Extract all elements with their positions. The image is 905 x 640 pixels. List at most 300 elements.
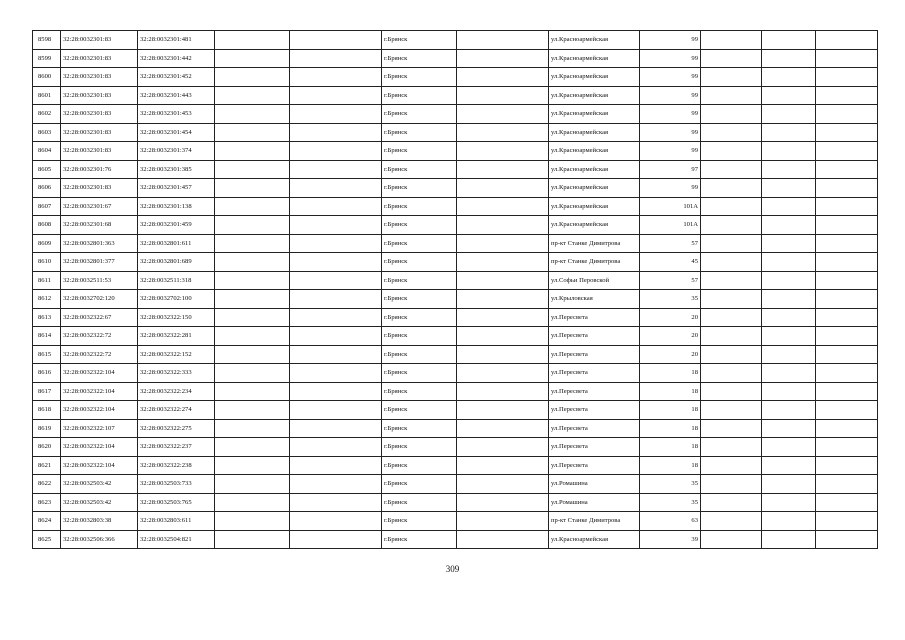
empty-cell [816, 271, 878, 290]
empty-cell [762, 197, 816, 216]
parcel-cadastral-cell: 32:28:0032301:83 [61, 142, 138, 161]
object-cadastral-cell: 32:28:0032301:457 [138, 179, 215, 198]
parcel-cadastral-cell: 32:28:0032322:104 [61, 364, 138, 383]
city-cell: г.Брянск [382, 456, 457, 475]
object-cadastral-cell: 32:28:0032801:611 [138, 234, 215, 253]
city-cell: г.Брянск [382, 86, 457, 105]
empty-cell [701, 105, 762, 124]
object-cadastral-cell: 32:28:0032301:454 [138, 123, 215, 142]
house-number-cell: 99 [640, 123, 701, 142]
city-cell: г.Брянск [382, 493, 457, 512]
table-row [33, 530, 878, 549]
object-cadastral-cell: 32:28:0032322:333 [138, 364, 215, 383]
empty-cell [762, 382, 816, 401]
house-number-cell: 35 [640, 475, 701, 494]
empty-cell [701, 364, 762, 383]
row-number-cell: 8619 [33, 419, 61, 438]
city-cell: г.Брянск [382, 475, 457, 494]
empty-cell [701, 216, 762, 235]
empty-cell [816, 401, 878, 420]
empty-cell [816, 493, 878, 512]
city-cell: г.Брянск [382, 345, 457, 364]
object-cadastral-cell: 32:28:0032322:152 [138, 345, 215, 364]
empty-cell [762, 419, 816, 438]
empty-cell [762, 142, 816, 161]
empty-cell [701, 290, 762, 309]
empty-cell [762, 68, 816, 87]
house-number-cell: 35 [640, 290, 701, 309]
row-number-cell: 8625 [33, 530, 61, 549]
house-number-cell: 18 [640, 382, 701, 401]
empty-cell [215, 142, 290, 161]
empty-cell [701, 308, 762, 327]
empty-cell [816, 475, 878, 494]
empty-cell [701, 234, 762, 253]
parcel-cadastral-cell: 32:28:0032322:104 [61, 382, 138, 401]
table-row [33, 290, 878, 309]
table-row [33, 456, 878, 475]
empty-cell [816, 86, 878, 105]
table-row [33, 86, 878, 105]
city-cell: г.Брянск [382, 382, 457, 401]
empty-cell [701, 31, 762, 50]
house-number-cell: 101А [640, 197, 701, 216]
page-number: 309 [445, 564, 460, 574]
empty-cell [762, 456, 816, 475]
empty-cell [762, 493, 816, 512]
empty-cell [215, 290, 290, 309]
house-number-cell: 18 [640, 438, 701, 457]
row-number-cell: 8605 [33, 160, 61, 179]
empty-cell [816, 382, 878, 401]
empty-cell [762, 327, 816, 346]
empty-cell [290, 475, 382, 494]
house-number-cell: 20 [640, 308, 701, 327]
empty-cell [457, 160, 549, 179]
empty-cell [762, 49, 816, 68]
empty-cell [457, 123, 549, 142]
empty-cell [762, 512, 816, 531]
object-cadastral-cell: 32:28:0032301:385 [138, 160, 215, 179]
object-cadastral-cell: 32:28:0032322:234 [138, 382, 215, 401]
parcel-cadastral-cell: 32:28:0032301:68 [61, 216, 138, 235]
empty-cell [215, 105, 290, 124]
empty-cell [701, 327, 762, 346]
empty-cell [816, 364, 878, 383]
empty-cell [215, 493, 290, 512]
house-number-cell: 45 [640, 253, 701, 272]
empty-cell [215, 364, 290, 383]
empty-cell [816, 216, 878, 235]
empty-cell [290, 271, 382, 290]
parcel-cadastral-cell: 32:28:0032301:83 [61, 179, 138, 198]
empty-cell [290, 364, 382, 383]
table-row [33, 197, 878, 216]
row-number-cell: 8610 [33, 253, 61, 272]
parcel-cadastral-cell: 32:28:0032503:42 [61, 493, 138, 512]
empty-cell [701, 68, 762, 87]
empty-cell [762, 271, 816, 290]
row-number-cell: 8599 [33, 49, 61, 68]
object-cadastral-cell: 32:28:0032301:459 [138, 216, 215, 235]
row-number-cell: 8613 [33, 308, 61, 327]
empty-cell [457, 345, 549, 364]
parcel-cadastral-cell: 32:28:0032301:83 [61, 86, 138, 105]
object-cadastral-cell: 32:28:0032322:274 [138, 401, 215, 420]
object-cadastral-cell: 32:28:0032511:318 [138, 271, 215, 290]
empty-cell [215, 308, 290, 327]
empty-cell [457, 512, 549, 531]
empty-cell [762, 105, 816, 124]
house-number-cell: 99 [640, 142, 701, 161]
empty-cell [215, 456, 290, 475]
empty-cell [816, 456, 878, 475]
parcel-cadastral-cell: 32:28:0032322:107 [61, 419, 138, 438]
house-number-cell: 57 [640, 271, 701, 290]
empty-cell [701, 271, 762, 290]
empty-cell [701, 475, 762, 494]
row-number-cell: 8612 [33, 290, 61, 309]
table-row [33, 327, 878, 346]
empty-cell [290, 493, 382, 512]
empty-cell [762, 253, 816, 272]
empty-cell [701, 345, 762, 364]
city-cell: г.Брянск [382, 68, 457, 87]
empty-cell [457, 456, 549, 475]
row-number-cell: 8615 [33, 345, 61, 364]
house-number-cell: 63 [640, 512, 701, 531]
empty-cell [457, 401, 549, 420]
empty-cell [457, 308, 549, 327]
parcel-cadastral-cell: 32:28:0032702:120 [61, 290, 138, 309]
empty-cell [816, 327, 878, 346]
empty-cell [701, 49, 762, 68]
empty-cell [215, 419, 290, 438]
empty-cell [816, 438, 878, 457]
parcel-cadastral-cell: 32:28:0032322:104 [61, 401, 138, 420]
city-cell: г.Брянск [382, 512, 457, 531]
empty-cell [762, 345, 816, 364]
street-cell: пр-кт Станке Димитрова [549, 253, 640, 272]
empty-cell [457, 419, 549, 438]
empty-cell [816, 179, 878, 198]
street-cell: ул.Красноармейская [549, 142, 640, 161]
street-cell: ул.Красноармейская [549, 31, 640, 50]
row-number-cell: 8607 [33, 197, 61, 216]
empty-cell [215, 401, 290, 420]
empty-cell [290, 327, 382, 346]
house-number-cell: 20 [640, 345, 701, 364]
city-cell: г.Брянск [382, 216, 457, 235]
street-cell: ул.Красноармейская [549, 160, 640, 179]
empty-cell [701, 493, 762, 512]
object-cadastral-cell: 32:28:0032801:689 [138, 253, 215, 272]
empty-cell [762, 31, 816, 50]
object-cadastral-cell: 32:28:0032322:237 [138, 438, 215, 457]
object-cadastral-cell: 32:28:0032301:374 [138, 142, 215, 161]
empty-cell [816, 234, 878, 253]
city-cell: г.Брянск [382, 160, 457, 179]
empty-cell [290, 345, 382, 364]
empty-cell [457, 86, 549, 105]
street-cell: ул.Ромашина [549, 475, 640, 494]
table-row [33, 308, 878, 327]
house-number-cell: 20 [640, 327, 701, 346]
registry-table [32, 30, 878, 549]
empty-cell [762, 530, 816, 549]
city-cell: г.Брянск [382, 49, 457, 68]
empty-cell [816, 345, 878, 364]
empty-cell [215, 438, 290, 457]
street-cell: ул.Красноармейская [549, 49, 640, 68]
table-row [33, 512, 878, 531]
house-number-cell: 57 [640, 234, 701, 253]
empty-cell [816, 419, 878, 438]
parcel-cadastral-cell: 32:28:0032506:366 [61, 530, 138, 549]
row-number-cell: 8622 [33, 475, 61, 494]
row-number-cell: 8600 [33, 68, 61, 87]
parcel-cadastral-cell: 32:28:0032511:53 [61, 271, 138, 290]
empty-cell [290, 308, 382, 327]
parcel-cadastral-cell: 32:28:0032301:83 [61, 49, 138, 68]
empty-cell [816, 105, 878, 124]
empty-cell [701, 438, 762, 457]
empty-cell [215, 31, 290, 50]
empty-cell [816, 253, 878, 272]
house-number-cell: 18 [640, 364, 701, 383]
empty-cell [290, 290, 382, 309]
parcel-cadastral-cell: 32:28:0032301:83 [61, 68, 138, 87]
empty-cell [701, 160, 762, 179]
empty-cell [215, 216, 290, 235]
row-number-cell: 8609 [33, 234, 61, 253]
street-cell: пр-кт Станке Димитрова [549, 512, 640, 531]
house-number-cell: 39 [640, 530, 701, 549]
row-number-cell: 8606 [33, 179, 61, 198]
object-cadastral-cell: 32:28:0032301:138 [138, 197, 215, 216]
empty-cell [701, 197, 762, 216]
empty-cell [816, 142, 878, 161]
street-cell: ул.Крыловская [549, 290, 640, 309]
table-row [33, 160, 878, 179]
empty-cell [701, 456, 762, 475]
empty-cell [816, 31, 878, 50]
empty-cell [290, 105, 382, 124]
object-cadastral-cell: 32:28:0032301:453 [138, 105, 215, 124]
empty-cell [290, 68, 382, 87]
empty-cell [457, 68, 549, 87]
object-cadastral-cell: 32:28:0032504:821 [138, 530, 215, 549]
object-cadastral-cell: 32:28:0032322:150 [138, 308, 215, 327]
row-number-cell: 8621 [33, 456, 61, 475]
house-number-cell: 18 [640, 401, 701, 420]
street-cell: ул.Красноармейская [549, 86, 640, 105]
street-cell: ул.Пересвета [549, 419, 640, 438]
empty-cell [215, 179, 290, 198]
empty-cell [290, 234, 382, 253]
empty-cell [215, 345, 290, 364]
object-cadastral-cell: 32:28:0032803:611 [138, 512, 215, 531]
table-row [33, 105, 878, 124]
empty-cell [762, 160, 816, 179]
empty-cell [762, 234, 816, 253]
row-number-cell: 8616 [33, 364, 61, 383]
parcel-cadastral-cell: 32:28:0032301:67 [61, 197, 138, 216]
empty-cell [290, 123, 382, 142]
empty-cell [816, 512, 878, 531]
empty-cell [762, 290, 816, 309]
empty-cell [290, 438, 382, 457]
empty-cell [290, 197, 382, 216]
empty-cell [290, 253, 382, 272]
city-cell: г.Брянск [382, 234, 457, 253]
street-cell: ул.Пересвета [549, 401, 640, 420]
parcel-cadastral-cell: 32:28:0032803:38 [61, 512, 138, 531]
object-cadastral-cell: 32:28:0032503:733 [138, 475, 215, 494]
table-row [33, 31, 878, 50]
empty-cell [816, 160, 878, 179]
city-cell: г.Брянск [382, 308, 457, 327]
empty-cell [290, 49, 382, 68]
empty-cell [816, 123, 878, 142]
table-row [33, 123, 878, 142]
object-cadastral-cell: 32:28:0032322:281 [138, 327, 215, 346]
house-number-cell: 99 [640, 86, 701, 105]
table-row [33, 253, 878, 272]
empty-cell [215, 327, 290, 346]
empty-cell [215, 512, 290, 531]
city-cell: г.Брянск [382, 123, 457, 142]
empty-cell [762, 179, 816, 198]
street-cell: ул.Пересвета [549, 438, 640, 457]
empty-cell [701, 179, 762, 198]
empty-cell [762, 123, 816, 142]
street-cell: ул.Пересвета [549, 327, 640, 346]
city-cell: г.Брянск [382, 142, 457, 161]
row-number-cell: 8598 [33, 31, 61, 50]
empty-cell [290, 142, 382, 161]
empty-cell [290, 216, 382, 235]
city-cell: г.Брянск [382, 438, 457, 457]
empty-cell [215, 475, 290, 494]
empty-cell [457, 327, 549, 346]
empty-cell [762, 475, 816, 494]
empty-cell [457, 31, 549, 50]
empty-cell [457, 216, 549, 235]
empty-cell [816, 308, 878, 327]
table-row [33, 49, 878, 68]
registry-body [33, 31, 878, 549]
parcel-cadastral-cell: 32:28:0032322:104 [61, 438, 138, 457]
house-number-cell: 99 [640, 68, 701, 87]
empty-cell [457, 179, 549, 198]
house-number-cell: 18 [640, 456, 701, 475]
object-cadastral-cell: 32:28:0032322:275 [138, 419, 215, 438]
empty-cell [457, 253, 549, 272]
street-cell: ул.Красноармейская [549, 123, 640, 142]
street-cell: ул.Пересвета [549, 364, 640, 383]
empty-cell [816, 68, 878, 87]
empty-cell [762, 86, 816, 105]
street-cell: ул.Пересвета [549, 382, 640, 401]
empty-cell [762, 308, 816, 327]
empty-cell [215, 68, 290, 87]
empty-cell [457, 234, 549, 253]
empty-cell [762, 364, 816, 383]
empty-cell [290, 179, 382, 198]
empty-cell [701, 382, 762, 401]
row-number-cell: 8602 [33, 105, 61, 124]
empty-cell [215, 197, 290, 216]
table-row [33, 216, 878, 235]
street-cell: ул.Пересвета [549, 456, 640, 475]
street-cell: ул.Красноармейская [549, 68, 640, 87]
empty-cell [215, 253, 290, 272]
empty-cell [816, 290, 878, 309]
empty-cell [290, 530, 382, 549]
parcel-cadastral-cell: 32:28:0032322:104 [61, 456, 138, 475]
empty-cell [290, 419, 382, 438]
house-number-cell: 18 [640, 419, 701, 438]
city-cell: г.Брянск [382, 327, 457, 346]
street-cell: ул.Красноармейская [549, 530, 640, 549]
row-number-cell: 8604 [33, 142, 61, 161]
empty-cell [457, 438, 549, 457]
empty-cell [290, 456, 382, 475]
empty-cell [701, 401, 762, 420]
parcel-cadastral-cell: 32:28:0032322:72 [61, 345, 138, 364]
house-number-cell: 99 [640, 31, 701, 50]
empty-cell [701, 253, 762, 272]
empty-cell [215, 86, 290, 105]
parcel-cadastral-cell: 32:28:0032322:67 [61, 308, 138, 327]
empty-cell [290, 31, 382, 50]
object-cadastral-cell: 32:28:0032702:100 [138, 290, 215, 309]
empty-cell [290, 86, 382, 105]
street-cell: ул.Красноармейская [549, 197, 640, 216]
table-row [33, 68, 878, 87]
empty-cell [457, 197, 549, 216]
row-number-cell: 8603 [33, 123, 61, 142]
table-row [33, 438, 878, 457]
street-cell: ул.Софьи Перовской [549, 271, 640, 290]
table-row [33, 234, 878, 253]
empty-cell [215, 123, 290, 142]
empty-cell [701, 123, 762, 142]
empty-cell [215, 382, 290, 401]
table-row [33, 493, 878, 512]
street-cell: ул.Красноармейская [549, 179, 640, 198]
row-number-cell: 8624 [33, 512, 61, 531]
empty-cell [457, 475, 549, 494]
empty-cell [701, 512, 762, 531]
empty-cell [457, 142, 549, 161]
empty-cell [457, 49, 549, 68]
empty-cell [457, 105, 549, 124]
city-cell: г.Брянск [382, 530, 457, 549]
empty-cell [701, 142, 762, 161]
row-number-cell: 8614 [33, 327, 61, 346]
empty-cell [290, 512, 382, 531]
city-cell: г.Брянск [382, 290, 457, 309]
table-row [33, 382, 878, 401]
object-cadastral-cell: 32:28:0032503:765 [138, 493, 215, 512]
street-cell: ул.Пересвета [549, 345, 640, 364]
street-cell: ул.Пересвета [549, 308, 640, 327]
empty-cell [290, 382, 382, 401]
house-number-cell: 99 [640, 105, 701, 124]
house-number-cell: 101А [640, 216, 701, 235]
